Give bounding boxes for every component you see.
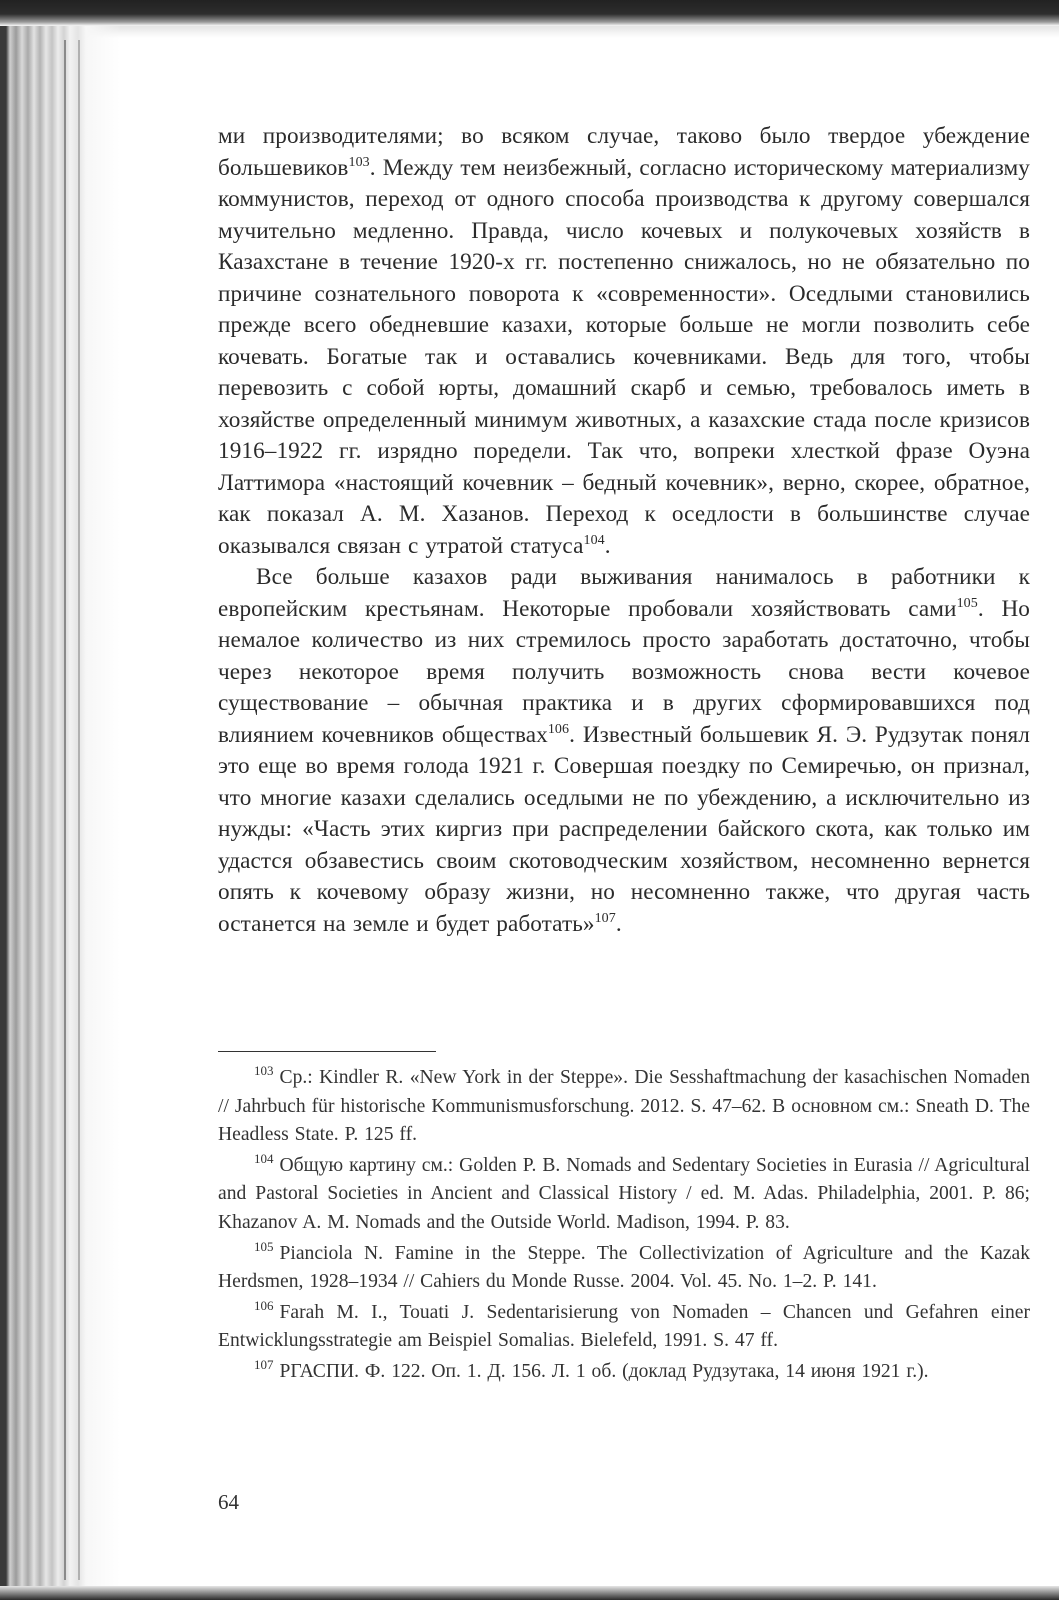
footnote-103	[218, 1064, 1030, 1150]
footnote-ref: 103	[348, 154, 370, 170]
footnote-ref: 105	[956, 595, 978, 611]
footnote-text: Pianciola N. Famine in the Steppe. The Collectivization of Agriculture and the Kazak Herdsmen, 1928–1934 // Cahiers du Monde Russe. 2004. Vol. 45. No. 1–2. P. 141.	[218, 1242, 1030, 1293]
paragraph-text: Все больше казахов ради выживания нанималось в работники к европейским крестьянам. Некоторые пробовали хозяйствовать сами	[218, 564, 1030, 622]
footnote-ref: 107	[594, 910, 616, 926]
book-page-edges	[0, 26, 120, 1586]
footnote-text: РГАСПИ. Ф. 122. Оп. 1. Д. 156. Л. 1 об. (доклад Рудзутака, 14 июня 1921 г.).	[279, 1360, 929, 1382]
paragraph-1	[218, 121, 1030, 562]
footnote-104	[218, 1152, 1030, 1238]
paragraph-text: .	[615, 910, 622, 937]
footnote-106	[218, 1299, 1030, 1356]
footnote-ref: 104	[583, 532, 605, 548]
paragraph-2	[218, 562, 1030, 940]
scan-bottom-border	[0, 1586, 1059, 1600]
footnote-105	[218, 1240, 1030, 1297]
footnote-separator	[218, 1051, 436, 1052]
footnote-ref: 106	[547, 721, 570, 737]
footnotes	[218, 1064, 1030, 1389]
footnote-107	[218, 1358, 1030, 1387]
paragraph-text: . Между тем неизбежный, согласно историческому материализму коммунистов, переход от одного способа производства к другому совершался мучительно медленно. Правда, число кочевых и полукочевых хозяйств в Казахстане в течение 1920-х гг. постепенно снижалось, но не обязательно по причине сознательного поворота к «современности». Оседлыми становились прежде всего обедневшие казахи, которые больше не могли позволить себе кочевать. Богатые так и оставались кочевниками. Ведь для того, чтобы перевозить с собой юрты, домашний скарб и семью, требовалось иметь в хозяйстве определенный минимум животных, а казахские стада после кризисов 1916–1922 гг. изрядно поредели. Так что, вопреки хлесткой фразе Оуэна Латтимора «настоящий кочевник – бедный кочевник», верно, скорее, обратное, как показал А. М. Хазанов. Переход к оседлости в большинстве случае оказывался связан с утратой статуса	[218, 154, 1030, 559]
footnote-number: 105	[254, 1238, 274, 1254]
paragraph-text: .	[604, 532, 611, 559]
footnote-number: 103	[254, 1063, 274, 1078]
footnote-text: Ср.: Kindler R. «New York in der Steppe». Die Sesshaftmachung der kasachischen Nomaden // Jahrbuch für historische Kommunismusforschung. 2012. S. 47–62. В основном см.: Sneath D. The Headless State. P. 125 ff.	[218, 1067, 1030, 1146]
footnote-text: Farah M. I., Touati J. Sedentarisierung von Nomaden – Chancen und Gefahren einer Entwicklungsstrategie am Beispiel Somalias. Bielefeld, 1991. S. 47 ff.	[218, 1301, 1030, 1352]
page-edge-line	[64, 40, 66, 1580]
paragraph-text: ми производителями; во всяком случае, таково было твердое убеждение большевиков	[218, 123, 1030, 181]
main-text	[218, 121, 1030, 940]
footnote-number: 106	[254, 1297, 274, 1313]
scan-top-shadow	[0, 26, 1059, 38]
footnote-number: 107	[254, 1356, 274, 1372]
paragraph-text: . Известный большевик Я. Э. Рудзутак понял это еще во время голода 1921 г. Совершая поездку по Семиречью, он признал, что многие казахи сделались оседлыми не по убеждению, а исключительно из нужды: «Часть этих киргиз при распределении байского скота, как только им удастся обзавестись своим скотоводческим хозяйством, несомненно вернется опять к кочевому образу жизни, но несомненно также, что другая часть останется на земле и будет работать»	[218, 721, 1030, 937]
footnote-text: Общую картину см.: Golden P. B. Nomads and Sedentary Societies in Eurasia // Agricultural and Pastoral Societies in Ancient and Classical History / ed. M. Adas. Philadelphia, 2001. P. 86; Khazanov A. M. Nomads and the Outside World. Madison, 1994. P. 83.	[218, 1154, 1030, 1233]
scan-top-border	[0, 0, 1059, 26]
footnote-number: 104	[254, 1150, 274, 1166]
paragraph-text: . Но немалое количество из них стремилось просто заработать достаточно, чтобы через некоторое время получить возможность снова вести кочевое существование – обычная практика и в других сформировавшихся под влиянием кочевников обществах	[218, 595, 1030, 748]
page-number: 64	[218, 1490, 239, 1514]
page-edge-line	[78, 40, 80, 1580]
